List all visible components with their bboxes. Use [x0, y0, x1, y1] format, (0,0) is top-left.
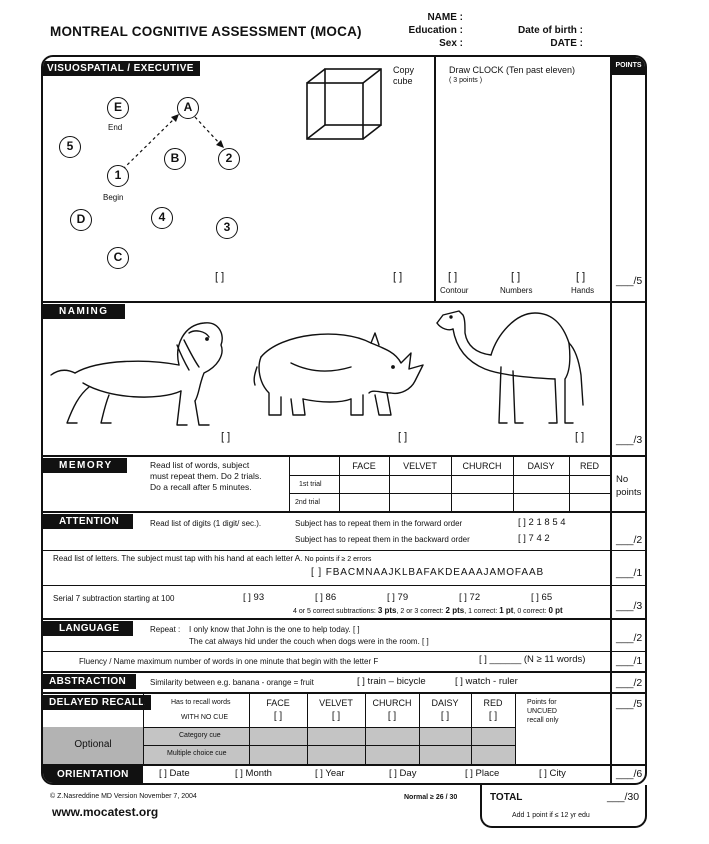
numbers-checkbox[interactable]: [ ]	[511, 271, 521, 283]
forward-digits[interactable]: [ ] 2 1 8 5 4	[518, 517, 566, 528]
trail-node-2: 2	[218, 148, 240, 170]
cube-checkbox[interactable]: [ ]	[393, 271, 403, 283]
begin-label: Begin	[103, 193, 124, 202]
camel-checkbox[interactable]: [ ]	[575, 431, 585, 443]
lion-checkbox[interactable]: [ ]	[221, 431, 231, 443]
orientation-year[interactable]: [ ] Year	[315, 768, 345, 779]
memory-instruction: Read list of words, subject must repeat them. Do 2 trials. Do a recall after 5 minutes.	[150, 460, 262, 492]
uncued-note: Points for UNCUED recall only	[527, 699, 559, 724]
contour-label: Contour	[440, 286, 469, 295]
orientation-tab: ORIENTATION	[43, 765, 143, 785]
serial-86[interactable]: [ ] 86	[315, 592, 337, 603]
normal-range: Normal ≥ 26 / 30	[404, 794, 458, 801]
letters-score: ___/1	[616, 567, 643, 579]
fluency-answer[interactable]: [ ] ______ (N ≥ 11 words)	[479, 654, 586, 665]
trail-arrows	[43, 57, 303, 287]
trail-node-d: D	[70, 209, 92, 231]
serial-79[interactable]: [ ] 79	[387, 592, 409, 603]
attention-tab: ATTENTION	[43, 514, 133, 529]
abstraction-score: ___/2	[616, 677, 643, 689]
memory-word-daisy: DAISY	[527, 461, 555, 471]
letters-note: No points if ≥ 2 errors	[304, 556, 372, 563]
trail-node-e: E	[107, 97, 129, 119]
trail-node-3: 3	[216, 217, 238, 239]
category-cue-label: Category cue	[179, 732, 221, 739]
recall-word-church: CHURCH	[372, 698, 412, 708]
visuospatial-score: ___/5	[616, 275, 643, 287]
delayed-recall-tab: DELAYED RECALL	[43, 695, 151, 710]
trail-node-1: 1	[107, 165, 129, 187]
first-trial-label: 1st trial	[299, 481, 322, 488]
letters-sequence[interactable]: [ ] FBACMNAAJKLBAFAKDEAAAJAMOFAAB	[311, 567, 545, 578]
recall-checkbox-red[interactable]: [ ]	[488, 711, 498, 722]
recall-word-daisy: DAISY	[431, 698, 459, 708]
contour-checkbox[interactable]: [ ]	[448, 271, 458, 283]
recall-word-face: FACE	[266, 698, 290, 708]
backward-instruction: Subject has to repeat them in the backward order	[295, 535, 470, 544]
fluency-score: ___/1	[616, 655, 643, 667]
recall-word-velvet: VELVET	[319, 698, 353, 708]
clock-divider	[434, 57, 436, 301]
copy-cube-label: Copy cube	[393, 65, 415, 86]
draw-clock-label: Draw CLOCK (Ten past eleven)	[449, 65, 576, 75]
recall-checkbox-velvet[interactable]: [ ]	[331, 711, 341, 722]
naming-score: ___/3	[616, 434, 643, 446]
orientation-day[interactable]: [ ] Day	[389, 768, 417, 779]
second-trial-label: 2nd trial	[295, 499, 320, 506]
website-link[interactable]: www.mocatest.org	[52, 805, 159, 819]
repeat-label: Repeat :	[150, 625, 181, 634]
lion-image	[49, 315, 225, 431]
orientation-score: ___/6	[616, 768, 643, 780]
serial-93[interactable]: [ ] 93	[243, 592, 265, 603]
watch-ruler-option[interactable]: [ ] watch - ruler	[455, 676, 518, 687]
forward-instruction: Subject has to repeat them in the forward order	[295, 519, 463, 528]
memory-word-face: FACE	[352, 461, 376, 471]
abstraction-instruction: Similarity between e.g. banana - orange = fruit	[150, 678, 314, 687]
has-to-recall-label: Has to recall words	[171, 699, 231, 706]
serial-65[interactable]: [ ] 65	[531, 592, 553, 603]
page-title: MONTREAL COGNITIVE ASSESSMENT (MOCA)	[50, 24, 362, 39]
orientation-place[interactable]: [ ] Place	[465, 768, 500, 779]
multiple-choice-cue-label: Multiple choice cue	[167, 750, 227, 757]
backward-digits[interactable]: [ ] 7 4 2	[518, 533, 550, 544]
clock-points-label: ( 3 points )	[449, 77, 483, 84]
sentence-1[interactable]: I only know that John is the one to help today. [ ]	[189, 625, 360, 634]
cube-icon	[305, 67, 385, 145]
rhinoceros-image	[251, 323, 431, 423]
serial-scoring-note: 4 or 5 correct subtractions: 3 pts, 2 or 3 correct: 2 pts, 1 correct: 1 pt, 0 correct: 0 pt	[293, 606, 563, 615]
total-label: TOTAL	[490, 792, 523, 803]
with-no-cue-label: WITH NO CUE	[181, 714, 229, 721]
visuospatial-tab: VISUOSPATIAL / EXECUTIVE	[43, 61, 200, 76]
train-bicycle-option[interactable]: [ ] train – bicycle	[357, 676, 426, 687]
education-label: Education :	[408, 25, 463, 36]
serial-72[interactable]: [ ] 72	[459, 592, 481, 603]
recall-word-red: RED	[483, 698, 503, 708]
memory-tab: MEMORY	[43, 458, 127, 473]
dob-label: Date of birth :	[518, 25, 583, 36]
copyright: © Z.Nasreddine MD Version November 7, 2004	[50, 793, 197, 800]
digits-score: ___/2	[616, 534, 643, 546]
memory-word-church: CHURCH	[462, 461, 502, 471]
rhinoceros-checkbox[interactable]: [ ]	[398, 431, 408, 443]
total-score: ___/30	[607, 791, 640, 803]
trail-node-5: 5	[59, 136, 81, 158]
memory-word-velvet: VELVET	[403, 461, 437, 471]
trail-node-4: 4	[151, 207, 173, 229]
orientation-month[interactable]: [ ] Month	[235, 768, 272, 779]
trail-node-c: C	[107, 247, 129, 269]
points-column-divider	[610, 57, 612, 785]
trail-node-a: A	[177, 97, 199, 119]
trail-node-b: B	[164, 148, 186, 170]
education-note: Add 1 point if ≤ 12 yr edu	[512, 812, 590, 819]
trail-checkbox[interactable]: [ ]	[215, 271, 225, 283]
hands-checkbox[interactable]: [ ]	[576, 271, 586, 283]
delayed-recall-score: ___/5	[616, 698, 643, 710]
optional-label: Optional	[74, 739, 112, 750]
letters-instruction	[53, 554, 371, 565]
hands-label: Hands	[571, 286, 595, 295]
recall-checkbox-face[interactable]: [ ]	[273, 711, 283, 722]
sex-label: Sex :	[439, 38, 463, 49]
no-points-label: No points	[616, 474, 642, 498]
fluency-instruction: Fluency / Name maximum number of words in one minute that begin with the letter F	[79, 657, 379, 666]
points-header: POINTS	[610, 57, 647, 75]
repeat-score: ___/2	[616, 632, 643, 644]
name-label: NAME :	[427, 12, 463, 23]
end-label: End	[108, 123, 123, 132]
digits-instruction: Read list of digits (1 digit/ sec.).	[150, 519, 262, 528]
sentence-2[interactable]: The cat always hid under the couch when dogs were in the room. [ ]	[189, 637, 429, 646]
abstraction-tab: ABSTRACTION	[43, 674, 136, 689]
serial7-score: ___/3	[616, 600, 643, 612]
date-label: DATE :	[550, 38, 583, 49]
letters-instruction-text: Read list of letters. The subject must tap with his hand at each letter A.	[53, 554, 303, 563]
orientation-city[interactable]: [ ] City	[539, 768, 566, 779]
orientation-date[interactable]: [ ] Date	[159, 768, 190, 779]
serial7-instruction: Serial 7 subtraction starting at 100	[53, 594, 175, 603]
recall-checkbox-church[interactable]: [ ]	[387, 711, 397, 722]
recall-checkbox-daisy[interactable]: [ ]	[440, 711, 450, 722]
numbers-label: Numbers	[500, 286, 533, 295]
language-tab: LANGUAGE	[43, 621, 133, 636]
camel-image	[435, 305, 595, 431]
naming-tab: NAMING	[43, 304, 125, 319]
memory-word-red: RED	[579, 461, 599, 471]
moca-form	[41, 55, 647, 785]
